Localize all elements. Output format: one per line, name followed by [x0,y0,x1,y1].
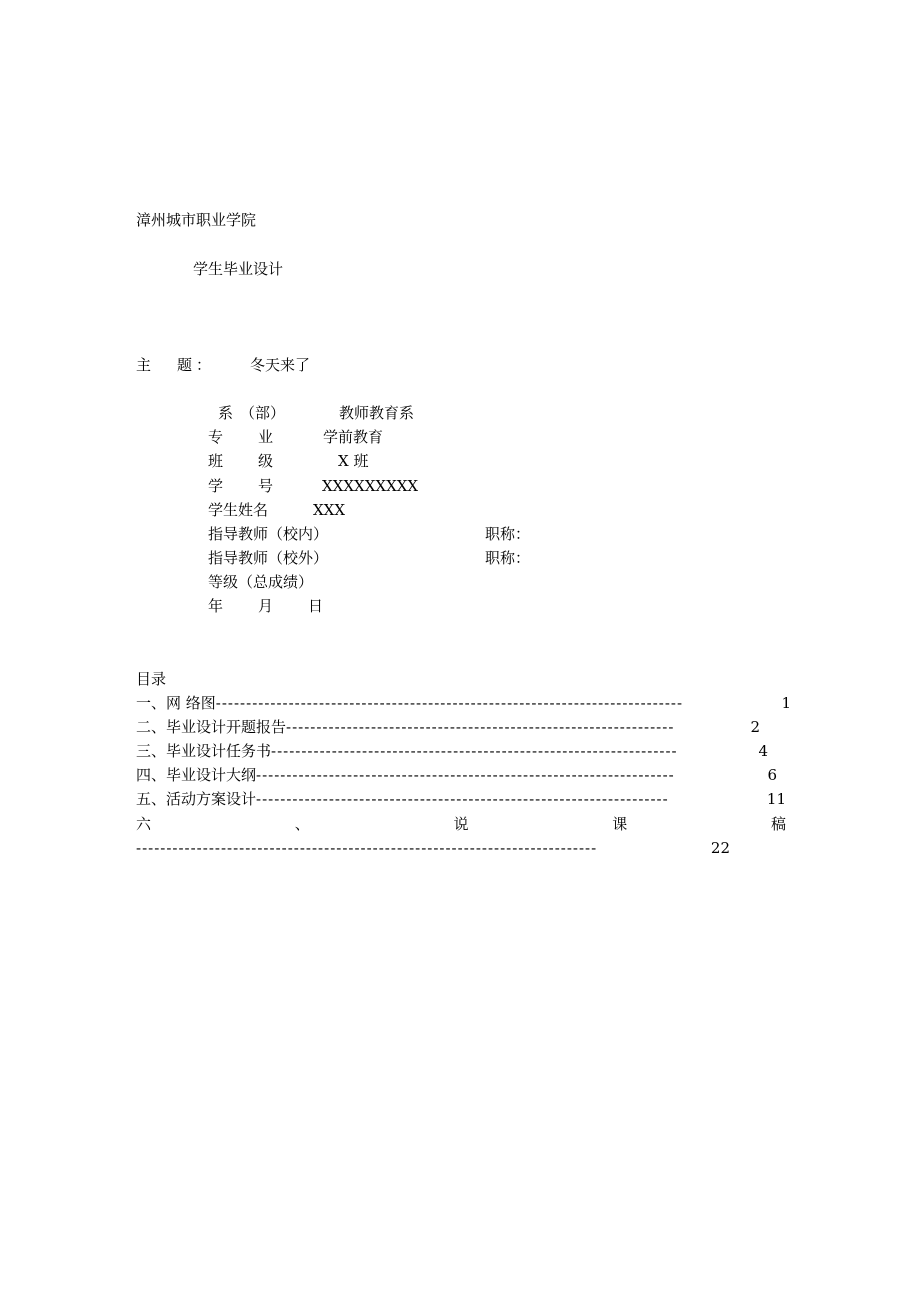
topic-label-colon: ： [196,356,212,374]
toc-item-leader: ---------------------------------------------------------------- [286,718,675,736]
toc-item-label: 五、活动方案设计 [136,790,257,808]
class-label-2: 级 [258,452,274,470]
toc-item-5[interactable] [136,790,786,808]
toc-item-leader: ---------------------------------------------------------------------------- [136,839,598,857]
toc-item-leader: ------------------------------------------------------------------- [271,742,678,760]
toc-item-page: 2 [750,718,760,736]
toc-item-6-continuation[interactable] [136,839,730,857]
toc-item-6-char: 六 [136,815,152,833]
toc-item-page: 22 [710,839,730,857]
advisor-internal-title-label: 职称： [485,525,531,543]
date-year: 年 [208,597,224,615]
school-name: 漳州城市职业学院 [136,211,257,229]
toc-item-6-char: 说 [453,815,469,833]
toc-item-4[interactable] [136,766,777,784]
toc-item-label: 一、网 络图 [136,694,216,712]
toc-item-page: 1 [781,694,791,712]
toc-item-label: 三、毕业设计任务书 [136,742,272,760]
major-label-1: 专 [208,428,224,446]
department-value: 教师教育系 [339,404,415,422]
major-value: 学前教育 [323,428,384,446]
class-value: X 班 [338,452,369,470]
toc-item-1[interactable] [136,694,791,712]
topic-value: 冬天来了 [250,356,311,374]
topic-label-1: 主 [136,356,152,374]
topic-label-2: 题 [177,356,193,374]
toc-heading: 目录 [136,670,167,688]
toc-item-page: 11 [766,790,786,808]
toc-item-leader: ----------------------------------------------------------------------------- [215,694,684,712]
student-name-label: 学生姓名 [208,501,269,519]
department-label-1: 系 [218,404,234,422]
toc-item-6[interactable] [136,815,786,833]
toc-item-6-char: 、 [294,815,310,833]
class-label-1: 班 [208,452,224,470]
student-id-value: XXXXXXXXX [322,477,419,495]
toc-item-leader: -------------------------------------------------------------------- [256,790,669,808]
date-month: 月 [258,597,274,615]
advisor-external-title-label: 职称： [485,549,531,567]
major-label-2: 业 [258,428,274,446]
document-title: 学生毕业设计 [193,260,284,278]
date-day: 日 [308,597,324,615]
toc-item-label: 二、毕业设计开题报告 [136,718,287,736]
toc-item-3[interactable] [136,742,768,760]
department-label-2: （部） [240,404,286,422]
toc-item-page: 6 [767,766,777,784]
toc-item-page: 4 [758,742,768,760]
toc-item-6-char: 稿 [770,815,786,833]
student-name-value: XXX [313,501,346,519]
student-id-label-1: 学 [208,477,224,495]
grade-label: 等级（总成绩） [208,573,314,591]
toc-item-2[interactable] [136,718,760,736]
toc-item-label: 四、毕业设计大纲 [136,766,257,784]
toc-item-6-char: 课 [612,815,628,833]
advisor-external-label: 指导教师（校外） [208,549,329,567]
toc-item-leader: --------------------------------------------------------------------- [256,766,675,784]
student-id-label-2: 号 [258,477,274,495]
advisor-internal-label: 指导教师（校内） [208,525,329,543]
